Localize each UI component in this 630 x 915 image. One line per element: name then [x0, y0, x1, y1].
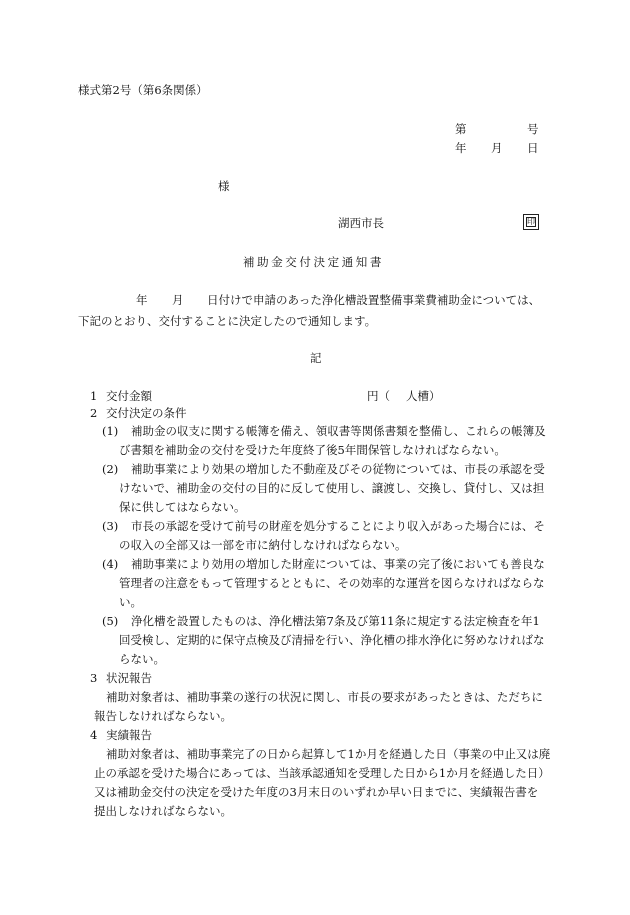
- document-number-suffix: 号: [527, 122, 539, 136]
- condition-2-line-3: 保に供してはならない。: [119, 500, 246, 514]
- form-number-label: 様式第2号（第6条関係）: [78, 83, 208, 97]
- item-1-units: 人槽）: [406, 389, 441, 403]
- issuer-name: 湖西市長: [338, 216, 384, 230]
- condition-4-number: (4): [102, 557, 119, 571]
- document-title: 補助金交付決定通知書: [243, 255, 384, 269]
- item-4-line-1: 補助対象者は、補助事業完了の日から起算して1か月を経過した日（事業の中止又は廃: [106, 747, 551, 761]
- intro-text-line2: 下記のとおり、交付することに決定したので通知します。: [78, 314, 377, 328]
- item-4-label: 実績報告: [106, 728, 152, 742]
- condition-1-number: (1): [102, 424, 119, 438]
- condition-5-line-2: 回受検し、定期的に保守点検及び清掃を行い、浄化槽の排水浄化に努めなければな: [119, 633, 545, 647]
- item-1-number: 1: [90, 389, 98, 403]
- condition-1-line-2: び書類を補助金の交付を受けた年度終了後5年間保管しなければならない。: [119, 443, 506, 457]
- condition-2-line-2: けないで、補助金の交付の目的に反して使用し、譲渡し、交換し、貸付し、又は担: [119, 481, 545, 495]
- item-2-label: 交付決定の条件: [106, 406, 187, 420]
- item-4-line-2: 止の承認を受けた場合にあっては、当該承認通知を受理した日から1か月を経過した日）: [94, 766, 550, 780]
- item-4-number: 4: [90, 728, 98, 742]
- intro-text-line1: 日付けで申請のあった浄化槽設置整備事業費補助金については、: [207, 293, 541, 307]
- recipient-honorific: 様: [218, 179, 230, 193]
- date-year-label: 年: [455, 141, 467, 155]
- condition-5-line-1: 浄化槽を設置したものは、浄化槽法第7条及び第11条に規定する法定検査を年1: [131, 614, 540, 628]
- item-1-yen: 円（: [367, 389, 390, 403]
- condition-4-line-2: 管理者の注意をもって管理するとともに、その効率的な運営を図らなければならな: [119, 576, 545, 590]
- condition-4-line-3: い。: [119, 595, 142, 609]
- condition-5-number: (5): [102, 614, 119, 628]
- item-4-line-3: 又は補助金交付の決定を受けた年度の3月末日のいずれか早い日までに、実績報告書を: [94, 785, 539, 799]
- document-number-prefix: 第: [455, 122, 467, 136]
- item-1-label: 交付金額: [106, 389, 152, 403]
- item-3-line-2: 報告しなければならない。: [94, 709, 232, 723]
- intro-month: 月: [172, 293, 184, 307]
- condition-2-number: (2): [102, 462, 119, 476]
- date-month-label: 月: [491, 141, 503, 155]
- condition-1-line-1: 補助金の収支に関する帳簿を備え、領収書等関係書類を整備し、これらの帳簿及: [131, 424, 546, 438]
- item-2-number: 2: [90, 406, 98, 420]
- item-4-line-4: 提出しなければならない。: [94, 804, 232, 818]
- condition-3-line-1: 市長の承認を受けて前号の財産を処分することにより収入があった場合には、そ: [131, 519, 545, 533]
- official-seal-icon: 印: [523, 214, 539, 230]
- ki-heading: 記: [310, 351, 322, 365]
- condition-4-line-1: 補助事業により効用の増加した財産については、事業の完了後においても善良な: [131, 557, 545, 571]
- intro-year: 年: [136, 293, 148, 307]
- date-day-label: 日: [527, 141, 539, 155]
- condition-5-line-3: らない。: [119, 652, 165, 666]
- condition-2-line-1: 補助事業により効果の増加した不動産及びその従物については、市長の承認を受: [131, 462, 545, 476]
- item-3-label: 状況報告: [106, 671, 152, 685]
- condition-3-line-2: の収入の全部又は一部を市に納付しなければならない。: [119, 538, 407, 552]
- item-3-number: 3: [90, 671, 98, 685]
- item-3-line-1: 補助対象者は、補助事業の遂行の状況に関し、市長の要求があったときは、ただちに: [106, 690, 543, 704]
- condition-3-number: (3): [102, 519, 119, 533]
